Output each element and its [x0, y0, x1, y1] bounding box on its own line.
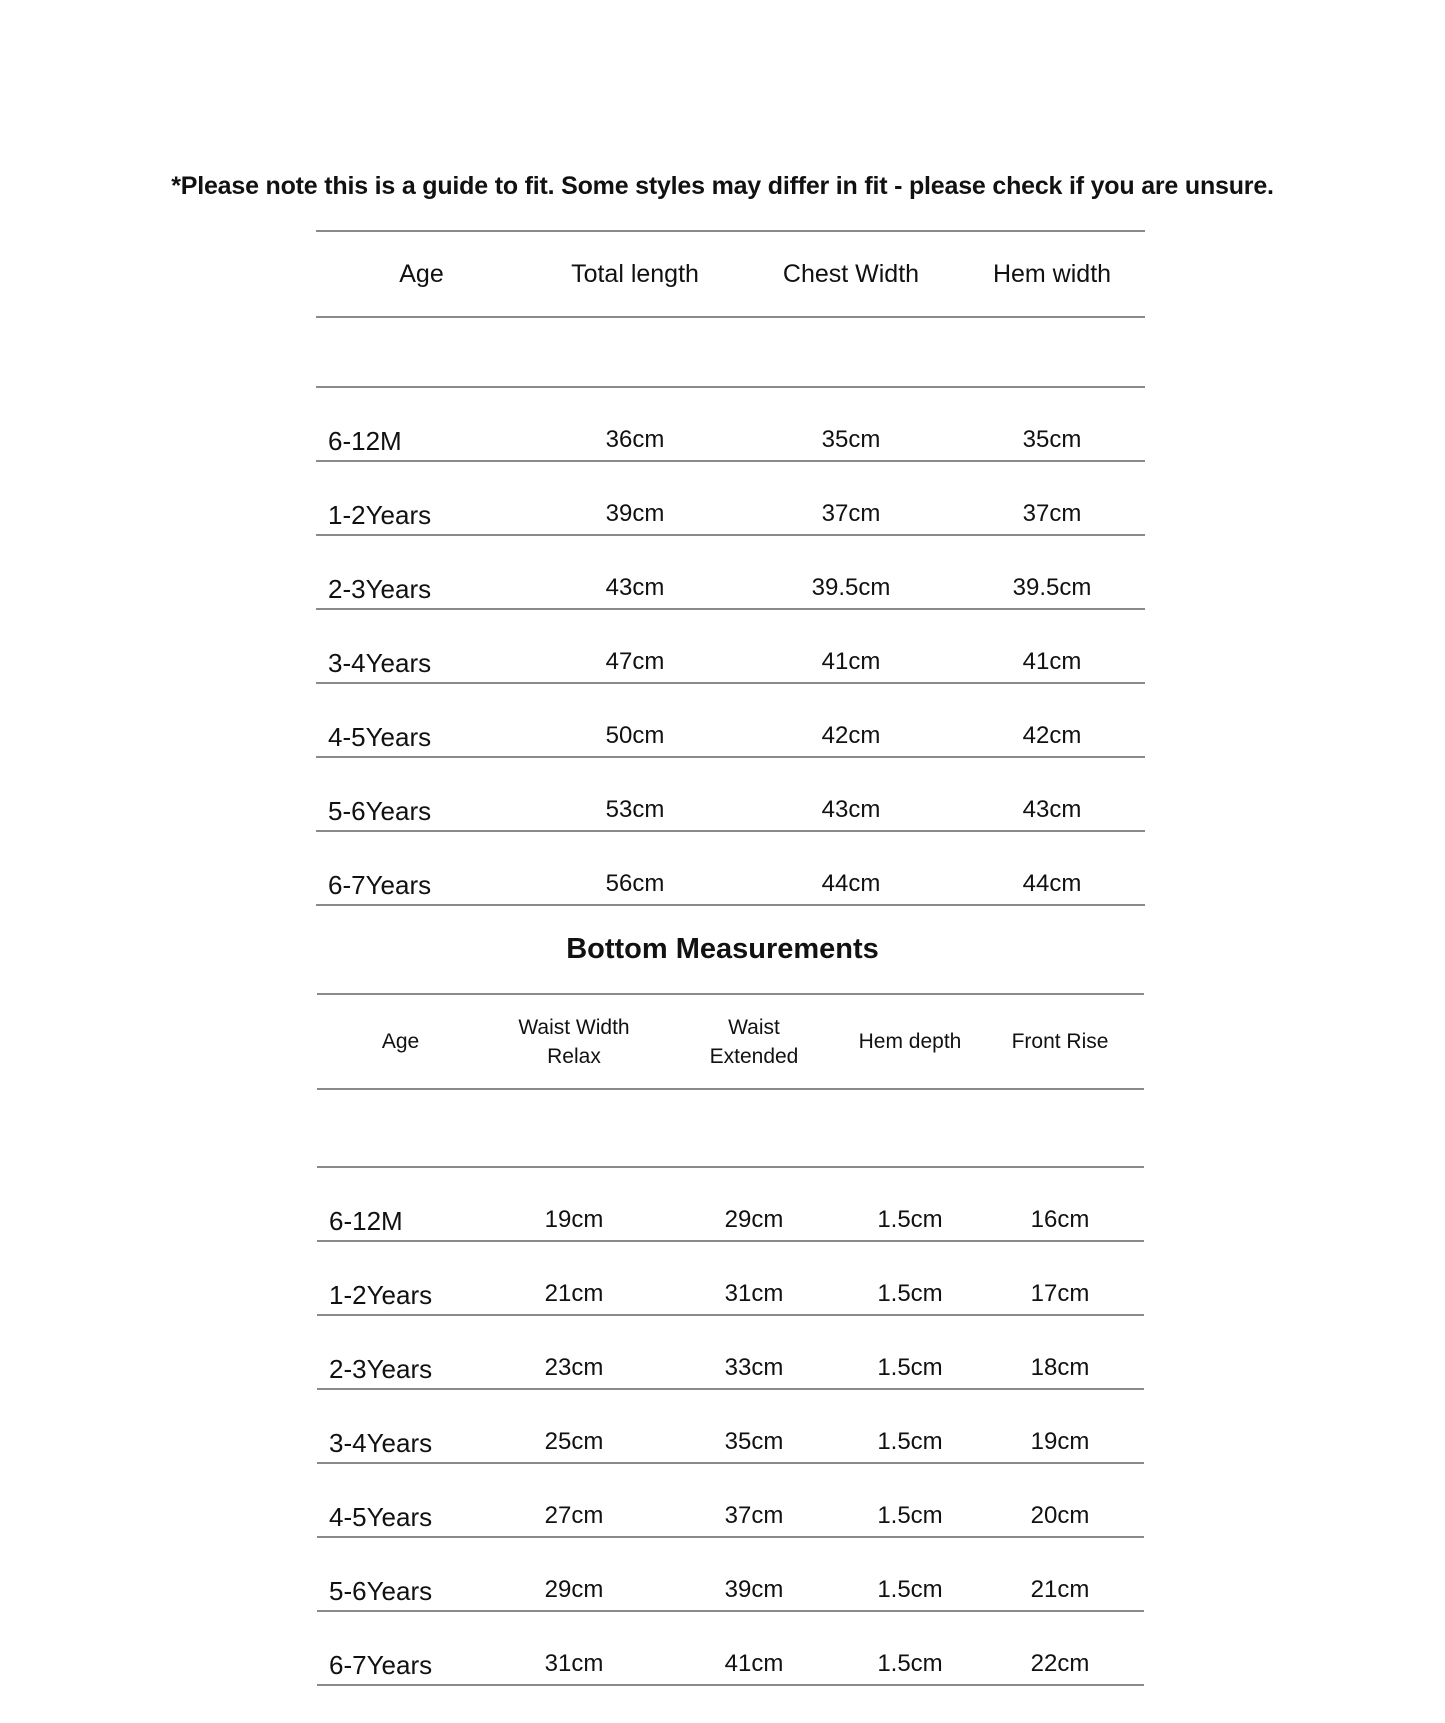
column-header-chest-width: Chest Width: [743, 231, 959, 317]
age-cell: 3-4Years: [316, 609, 527, 683]
measurement-cell: 37cm: [959, 461, 1145, 535]
table-row: [317, 1315, 1144, 1389]
column-header-total-length: Total length: [527, 231, 743, 317]
age-cell: 6-12M: [317, 1167, 484, 1241]
table-row: [316, 535, 1145, 609]
measurement-cell: 42cm: [743, 683, 959, 757]
table-row: [316, 757, 1145, 831]
measurement-cell: 23cm: [484, 1315, 664, 1389]
header-line: Front Rise: [1011, 1030, 1109, 1053]
column-header-front-rise: [976, 994, 1144, 1089]
age-cell: 2-3Years: [317, 1315, 484, 1389]
header-line: Waist Width: [518, 1015, 630, 1039]
measurement-cell: 44cm: [959, 831, 1145, 905]
bottom-measurements-table: [317, 993, 1144, 1686]
measurement-cell: 43cm: [527, 535, 743, 609]
measurement-cell: 29cm: [484, 1537, 664, 1611]
measurement-cell: 19cm: [976, 1389, 1144, 1463]
column-header-hem-depth: [844, 994, 976, 1089]
age-cell: 4-5Years: [316, 683, 527, 757]
column-header-waist-width-relax: [484, 994, 664, 1089]
measurement-cell: 1.5cm: [844, 1241, 976, 1315]
table-row: [316, 461, 1145, 535]
age-cell: 6-12M: [316, 387, 527, 461]
spacer-cell: [316, 317, 1145, 387]
measurement-cell: 31cm: [484, 1611, 664, 1685]
measurement-cell: 27cm: [484, 1463, 664, 1537]
measurement-cell: 36cm: [527, 387, 743, 461]
column-header-hem-width: Hem width: [959, 231, 1145, 317]
measurement-cell: 39.5cm: [959, 535, 1145, 609]
age-cell: 4-5Years: [317, 1463, 484, 1537]
table-row: [316, 831, 1145, 905]
age-cell: 5-6Years: [316, 757, 527, 831]
measurement-cell: 39cm: [527, 461, 743, 535]
measurement-cell: 43cm: [743, 757, 959, 831]
age-cell: 2-3Years: [316, 535, 527, 609]
table-row: [317, 1389, 1144, 1463]
measurement-cell: 18cm: [976, 1315, 1144, 1389]
table-row: [316, 387, 1145, 461]
measurement-cell: 41cm: [664, 1611, 844, 1685]
age-cell: 6-7Years: [316, 831, 527, 905]
age-cell: 1-2Years: [317, 1241, 484, 1315]
header-line: Hem depth: [858, 1030, 962, 1053]
header-line: Relax: [547, 1044, 601, 1068]
measurement-cell: 1.5cm: [844, 1315, 976, 1389]
measurement-cell: 31cm: [664, 1241, 844, 1315]
measurement-cell: 35cm: [959, 387, 1145, 461]
measurement-cell: 22cm: [976, 1611, 1144, 1685]
table-header-row: [316, 231, 1145, 317]
header-spacer-row: [317, 1089, 1144, 1167]
measurement-cell: 1.5cm: [844, 1389, 976, 1463]
measurement-cell: 37cm: [664, 1463, 844, 1537]
measurement-cell: 39cm: [664, 1537, 844, 1611]
measurement-cell: 53cm: [527, 757, 743, 831]
measurement-cell: 44cm: [743, 831, 959, 905]
measurement-cell: 41cm: [743, 609, 959, 683]
table-row: [317, 1537, 1144, 1611]
column-header-age: [317, 994, 484, 1089]
measurement-cell: 37cm: [743, 461, 959, 535]
measurement-cell: 16cm: [976, 1167, 1144, 1241]
measurement-cell: 21cm: [484, 1241, 664, 1315]
header-line: Age: [381, 1030, 420, 1053]
measurement-cell: 47cm: [527, 609, 743, 683]
age-cell: 1-2Years: [316, 461, 527, 535]
spacer-cell: [317, 1089, 1144, 1167]
age-cell: 3-4Years: [317, 1389, 484, 1463]
measurement-cell: 29cm: [664, 1167, 844, 1241]
top-table-body: [316, 387, 1145, 905]
measurement-cell: 21cm: [976, 1537, 1144, 1611]
top-measurements-table: [316, 230, 1145, 906]
table-row: [317, 1463, 1144, 1537]
bottom-measurements-title: Bottom Measurements: [566, 933, 879, 965]
measurement-cell: 42cm: [959, 683, 1145, 757]
measurement-cell: 19cm: [484, 1167, 664, 1241]
header-line: Extended: [709, 1044, 799, 1068]
measurement-cell: 33cm: [664, 1315, 844, 1389]
measurement-cell: 39.5cm: [743, 535, 959, 609]
measurement-cell: 56cm: [527, 831, 743, 905]
header-spacer-row: [316, 317, 1145, 387]
measurement-cell: 1.5cm: [844, 1611, 976, 1685]
table-row: [317, 1611, 1144, 1685]
measurement-cell: 1.5cm: [844, 1463, 976, 1537]
fit-guide-note: *Please note this is a guide to fit. Some styles may differ in fit - please check if you are unsure.: [171, 172, 1274, 200]
table-row: [316, 683, 1145, 757]
measurement-cell: 17cm: [976, 1241, 1144, 1315]
measurement-cell: 35cm: [743, 387, 959, 461]
table-row: [316, 609, 1145, 683]
measurement-cell: 20cm: [976, 1463, 1144, 1537]
measurement-cell: 25cm: [484, 1389, 664, 1463]
table-header-row: [317, 994, 1144, 1089]
column-header-age: Age: [316, 231, 527, 317]
age-cell: 5-6Years: [317, 1537, 484, 1611]
age-cell: 6-7Years: [317, 1611, 484, 1685]
header-line: Waist: [728, 1015, 780, 1039]
measurement-cell: 1.5cm: [844, 1537, 976, 1611]
table-row: [317, 1167, 1144, 1241]
bottom-table-body: [317, 1167, 1144, 1685]
measurement-cell: 50cm: [527, 683, 743, 757]
measurement-cell: 41cm: [959, 609, 1145, 683]
measurement-cell: 1.5cm: [844, 1167, 976, 1241]
measurement-cell: 43cm: [959, 757, 1145, 831]
table-row: [317, 1241, 1144, 1315]
measurement-cell: 35cm: [664, 1389, 844, 1463]
column-header-waist-extended: [664, 994, 844, 1089]
